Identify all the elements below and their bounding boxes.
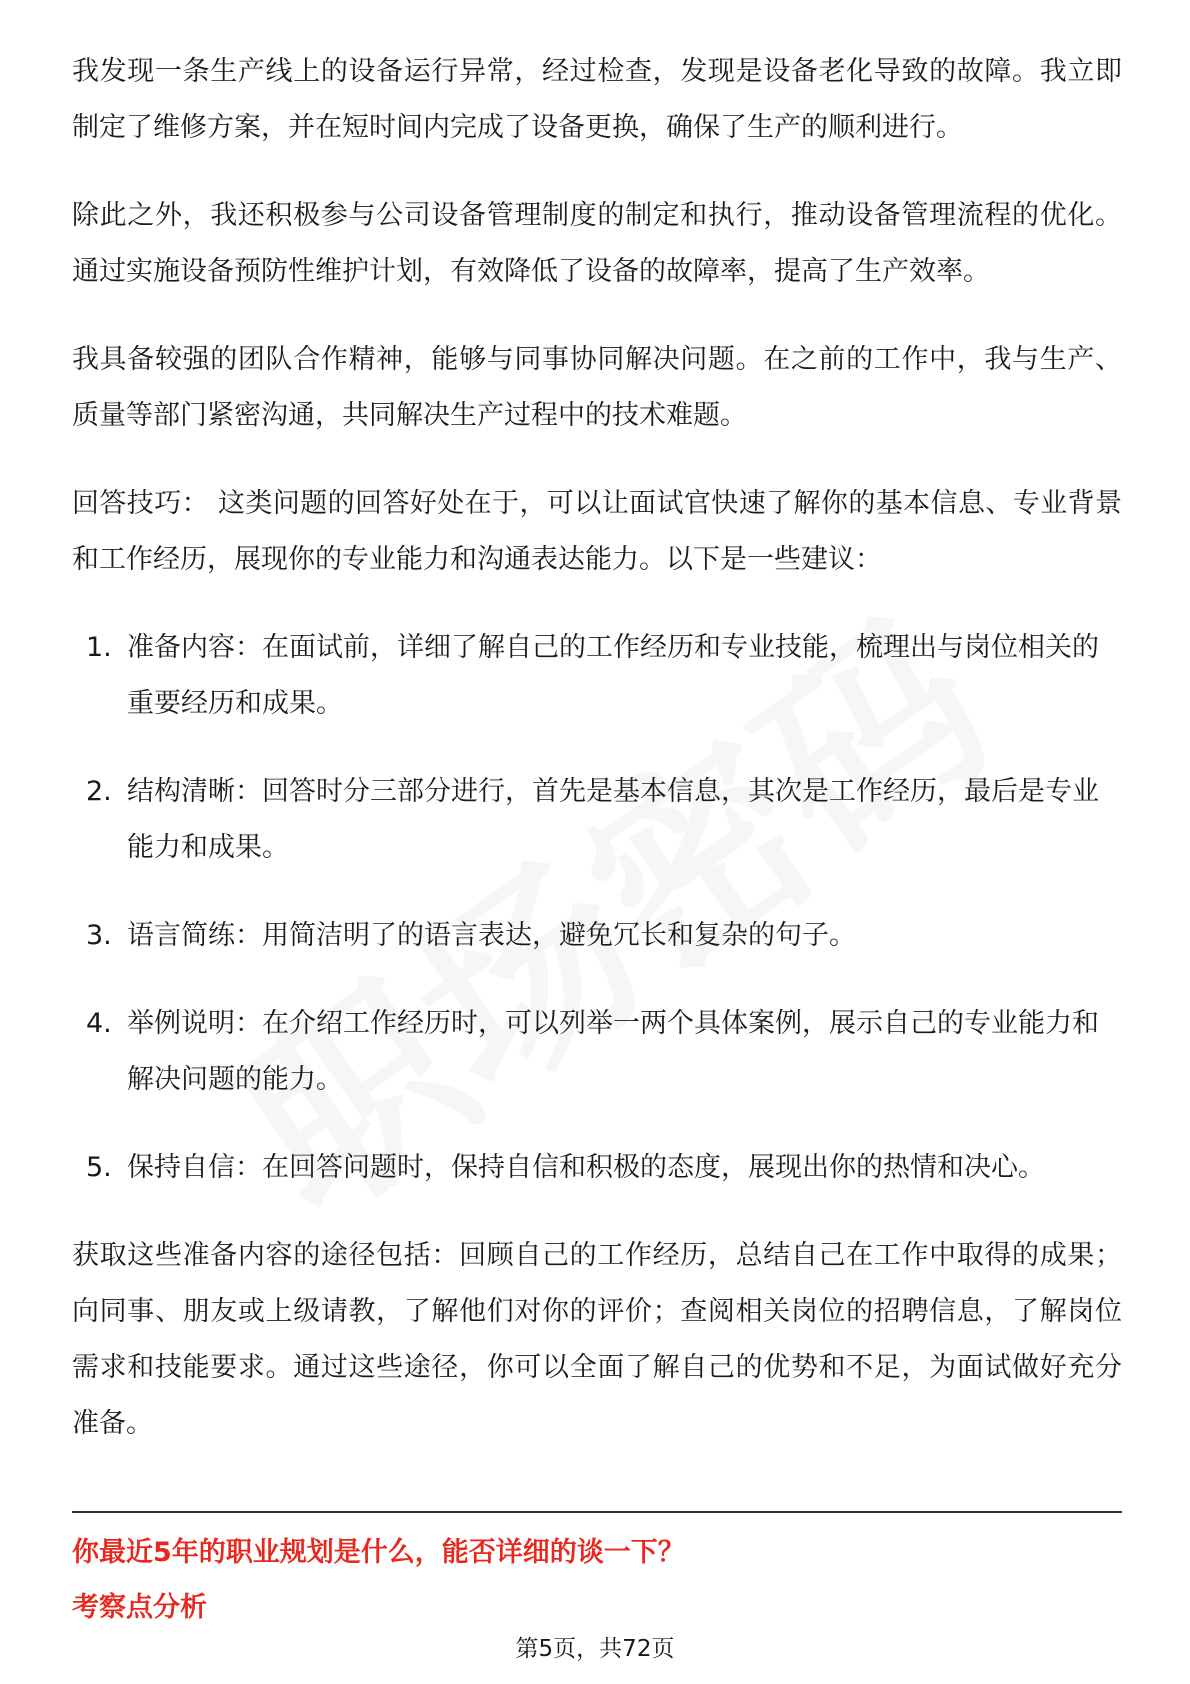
paragraph-preparation-sources: 获取这些准备内容的途径包括：回顾自己的工作经历，总结自己在工作中取得的成果；向同事、朋友或上级请教，了解他们对你的评价；查阅相关岗位的招聘信息，了解岗位需求和技能要求。通过这些途径，你可以全面了解自己的优势和不足，为面试做好充分准备。: [72, 1240, 1122, 1439]
next-question-title: 你最近5年的职业规划是什么，能否详细的谈一下？: [72, 1537, 685, 1568]
list-item: [72, 620, 1122, 732]
tips-list: [72, 620, 1122, 1196]
list-text: 准备内容：在面试前，详细了解自己的工作经历和专业技能，梳理出与岗位相关的重要经历和成果。: [127, 632, 1099, 719]
paragraph-management-system: 除此之外，我还积极参与公司设备管理制度的制定和执行，推动设备管理流程的优化。通过实施设备预防性维护计划，有效降低了设备的故障率，提高了生产效率。: [72, 200, 1122, 287]
list-item: [72, 996, 1122, 1108]
list-number: 3.: [86, 920, 112, 951]
list-item: [72, 908, 1122, 964]
list-number: 2.: [86, 776, 112, 807]
list-text: 语言简练：用简洁明了的语言表达，避免冗长和复杂的句子。: [127, 920, 856, 951]
section-divider: [72, 1511, 1122, 1513]
list-item: [72, 764, 1122, 876]
list-number: 1.: [86, 632, 112, 663]
list-text: 举例说明：在介绍工作经历时，可以列举一两个具体案例，展示自己的专业能力和解决问题的能力。: [127, 1008, 1099, 1095]
paragraph-answer-tips: 回答技巧： 这类问题的回答好处在于，可以让面试官快速了解你的基本信息、专业背景和工作经历，展现你的专业能力和沟通表达能力。以下是一些建议：: [72, 488, 1122, 575]
paragraph-teamwork: 我具备较强的团队合作精神，能够与同事协同解决问题。在之前的工作中，我与生产、质量等部门紧密沟通，共同解决生产过程中的技术难题。: [72, 344, 1122, 431]
list-number: 5.: [86, 1152, 112, 1183]
list-number: 4.: [86, 1008, 112, 1039]
list-item: [72, 1140, 1122, 1196]
page-footer: 第5页，共72页: [515, 1636, 675, 1662]
document-body: [72, 44, 1122, 1484]
list-text: 保持自信：在回答问题时，保持自信和积极的态度，展现出你的热情和决心。: [127, 1152, 1045, 1183]
paragraph-equipment-fault: 我发现一条生产线上的设备运行异常，经过检查，发现是设备老化导致的故障。我立即制定了维修方案，并在短时间内完成了设备更换，确保了生产的顺利进行。: [72, 56, 1122, 143]
list-text: 结构清晰：回答时分三部分进行，首先是基本信息，其次是工作经历，最后是专业能力和成果。: [127, 776, 1099, 863]
section-heading-analysis: 考察点分析: [72, 1592, 207, 1623]
